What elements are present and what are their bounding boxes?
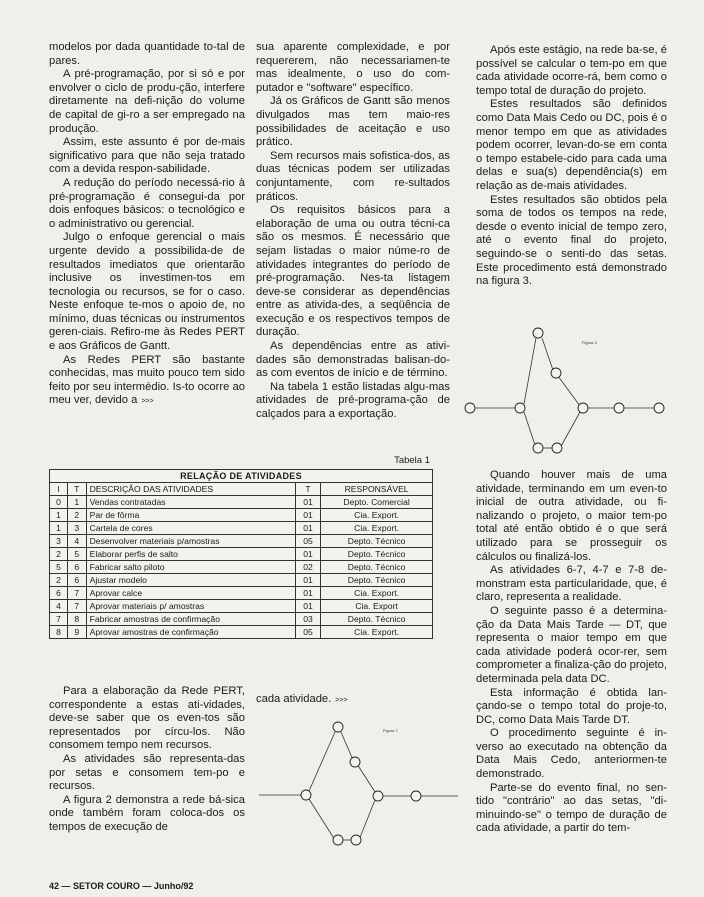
table-cell: Desenvolver materiais p/amostras: [86, 535, 295, 548]
table-row: [50, 535, 433, 548]
page-footer: 42 — SETOR COURO — Junho/92: [49, 881, 194, 891]
table-header: I: [50, 483, 68, 496]
table-cell: 8: [50, 626, 68, 639]
table-cell: Depto. Técnico: [321, 561, 433, 574]
table-cell: 03: [295, 613, 320, 626]
table-cell: Cia. Export.: [321, 509, 433, 522]
activities-table: [49, 469, 433, 639]
table-cell: Vendas contratadas: [86, 496, 295, 509]
table-row: [50, 574, 433, 587]
continuation-marker: >>>: [335, 697, 348, 704]
paragraph: Parte-se do evento final, no sen-tido "contrário" ao das setas, "di-minuindo-se" o tempo de duração de cada atividade, a partir do tem-: [476, 781, 667, 835]
table-row: [50, 509, 433, 522]
paragraph: As atividades são representa-das por setas e consomem tem-po e recursos.: [49, 752, 245, 793]
table-cell: 7: [50, 613, 68, 626]
paragraph: Já os Gráficos de Gantt são menos divulgados mas tem maio-res possibilidades de aceitação e uso prático.: [256, 95, 450, 149]
table-cell: 9: [67, 626, 86, 639]
table-cell: 2: [67, 509, 86, 522]
paragraph: Estes resultados são obtidos pela soma de todos os tempos na rede, desde o evento inicial de tempo zero, até o evento final do projeto, seguindo-se o senti-do das setas. Este procedimento está demonstrado na figura 3.: [476, 193, 667, 288]
table-row: [50, 496, 433, 509]
table-cell: 01: [295, 496, 320, 509]
paragraph-text: As Redes PERT são bastante conhecidas, mas muito pouco tem sido feito por seu intermédio. Is-to ocorre ao meu ver, devido a: [49, 353, 245, 407]
figure-3-label: Figura 3: [582, 340, 597, 345]
table-cell: Cia. Export.: [321, 587, 433, 600]
continuation-marker: >>>: [141, 398, 154, 406]
table-body: [50, 496, 433, 639]
table-cell: 1: [50, 509, 68, 522]
paragraph: O procedimento seguinte é in-verso ao executado na obtenção da Data Mais Cedo, anteriormen-te demonstrado.: [476, 727, 667, 781]
table-cell: 01: [295, 548, 320, 561]
paragraph: Sem recursos mais sofistica-dos, as duas técnicas podem ser utilizadas conjuntamente, com re-sultados práticos.: [256, 149, 450, 203]
table-cell: 7: [67, 600, 86, 613]
table-cell: Cartela de cores: [86, 522, 295, 535]
paragraph: A figura 2 demonstra a rede bá-sica onde também foram coloca-dos os tempos de execução de: [49, 793, 245, 833]
table-cell: 4: [67, 535, 86, 548]
table-title: RELAÇÃO DE ATIVIDADES: [50, 470, 433, 483]
table-row: [50, 548, 433, 561]
table-row: [50, 626, 433, 639]
table-cell: 01: [295, 522, 320, 535]
table-cell: Elaborar perfis de salto: [86, 548, 295, 561]
table-cell: Depto. Técnico: [321, 613, 433, 626]
paragraph: As atividades 6-7, 4-7 e 7-8 de-monstram esta particularidade, que, é claro, representa a realidade.: [476, 564, 667, 604]
pert-network-figure-3: [456, 318, 676, 468]
table-cell: 01: [295, 587, 320, 600]
paragraph: As dependências entre as ativi-dades são demonstradas balisan-do-as com eventos de início e de término.: [256, 340, 450, 380]
table-cell: 02: [295, 561, 320, 574]
table-row: [50, 600, 433, 613]
table-cell: Aprovar materiais p/ amostras: [86, 600, 295, 613]
text-column-2-bottom: [256, 693, 450, 708]
table-cell: 6: [67, 574, 86, 587]
table-cell: Depto. Técnico: [321, 548, 433, 561]
table-cell: 6: [67, 561, 86, 574]
table-cell: 4: [50, 600, 68, 613]
text-column-2: [256, 41, 450, 422]
paragraph: Para a elaboração da Rede PERT, correspondente a estas ati-vidades, deve-se saber que os even-tos são representados por círcu-los. Não consomem tempo nem recursos.: [49, 685, 245, 752]
paragraph: Assim, este assunto é por de-mais significativo para que não seja tratado com a devida respon-sabilidade.: [49, 136, 245, 176]
table-cell: 5: [50, 561, 68, 574]
paragraph: Estes resultados são definidos como Data Mais Cedo ou DC, pois é o menor tempo em que as atividades podem ocorrer, levan-do-se em conta o tempo estabele-cido para cada uma delas e sua(s) dependência(s) em relação as de-mais atividades.: [476, 98, 667, 192]
paragraph: Na tabela 1 estão listadas algu-mas atividades de pré-programa-ção de calçados para a exportação.: [256, 380, 450, 421]
table-cell: Fabricar amostras de confirmação: [86, 613, 295, 626]
table-cell: Aprovar amostras de confirmação: [86, 626, 295, 639]
table-cell: 3: [50, 535, 68, 548]
text-column-1: [49, 41, 245, 409]
table-cell: 5: [67, 548, 86, 561]
table-cell: 01: [295, 509, 320, 522]
table-cell: Cia. Export.: [321, 522, 433, 535]
table-cell: 05: [295, 626, 320, 639]
table-cell: Cia. Export.: [321, 626, 433, 639]
text-column-4: [49, 685, 245, 835]
table-cell: Cia. Export: [321, 600, 433, 613]
table-cell: 2: [50, 548, 68, 561]
paragraph-text: cada atividade.: [256, 693, 332, 705]
table-header: RESPONSÁVEL: [321, 483, 433, 496]
table-cell: 01: [295, 600, 320, 613]
table-row: [50, 561, 433, 574]
table-cell: 1: [67, 496, 86, 509]
figure-7-label: Figura 7: [383, 728, 398, 733]
paragraph: O seguinte passo é a determina-ção da Data Mais Tarde — DT, que representa o maior tempo em que cada atividade poderá ocor-rer, sem comprometer a finaliza-ção do projeto, determinada pela data DC.: [476, 604, 667, 685]
paragraph: A redução do período necessá-rio à pré-programação é consegui-da por dois enfoques básicos: o tecnológico e o administrativo ou gerencial.: [49, 176, 245, 230]
table-cell: 7: [67, 587, 86, 600]
paragraph: [256, 693, 450, 708]
table-cell: Ajustar modelo: [86, 574, 295, 587]
table-cell: Depto. Técnico: [321, 535, 433, 548]
paragraph: modelos por dada quantidade to-tal de pares.: [49, 41, 245, 67]
table-cell: Depto. Comercial: [321, 496, 433, 509]
table-header: DESCRIÇÃO DAS ATIVIDADES: [86, 483, 295, 496]
table-header: T: [295, 483, 320, 496]
pert-network-figure-7: [253, 710, 468, 860]
table-cell: 2: [50, 574, 68, 587]
table-row: [50, 587, 433, 600]
paragraph: Após este estágio, na rede ba-se, é possível se calcular o tem-po em que cada atividade ocorre-rá, bem como o tempo total de duração do projeto.: [476, 44, 667, 97]
table-header: T: [67, 483, 86, 496]
table-cell: 1: [50, 522, 68, 535]
table-cell: 6: [50, 587, 68, 600]
table-row: [50, 613, 433, 626]
table-cell: Par de fôrma: [86, 509, 295, 522]
paragraph: Esta informação é obtida lan-çando-se o tempo total do proje-to, DC, como Data Mais Tarde DT.: [476, 686, 667, 726]
table-cell: 8: [67, 613, 86, 626]
table-cell: 0: [50, 496, 68, 509]
text-column-5: [476, 469, 667, 836]
table-cell: 05: [295, 535, 320, 548]
paragraph: sua aparente complexidade, e por requererem, não necessariamen-te mas idealmente, o uso do com-putador e "software" específico.: [256, 41, 450, 94]
paragraph: [49, 354, 245, 409]
paragraph: A pré-programação, por si só e por envolver o ciclo de produ-ção, interfere diretamente na defi-nição do volume de capital de gi-ro a ser empregado na produção.: [49, 68, 245, 135]
table-cell: 01: [295, 574, 320, 587]
table-cell: Aprovar calce: [86, 587, 295, 600]
paragraph: Quando houver mais de uma atividade, terminando em um even-to inicial de outra atividade, ou fi-nalizando o projeto, o maior tem-po total até então obtido é o que será utilizado para se prosseguir os cálculos ou finalizá-los.: [476, 469, 667, 563]
table-cell: Depto. Técnico: [321, 574, 433, 587]
table-cell: Fabricar salto piloto: [86, 561, 295, 574]
table-row: [50, 522, 433, 535]
table-caption: Tabela 1: [394, 455, 430, 466]
text-column-3: [476, 44, 667, 289]
paragraph: Julgo o enfoque gerencial o mais urgente devido a possibilida-de de resultados imediatos que orientarão inclusive os investimen-tos em tecnologia ou recursos, se for o caso. Neste enfoque te-mos o apoio de, no mínimo, duas técnicas ou instrumentos geren-ciais. Refiro-me às Redes PERT e aos Gráficos de Gantt.: [49, 231, 245, 353]
table-cell: 3: [67, 522, 86, 535]
paragraph: Os requisitos básicos para a elaboração de uma ou outra técni-ca são os mesmos. É necessário que sejam listadas o maior núme-ro de atividades integrantes do período de pré-programação. Nes-ta listagem deve-se considerar as dependências entre as ativida-des, a seqüência de execução e os respectivos tempos de duração.: [256, 204, 450, 339]
